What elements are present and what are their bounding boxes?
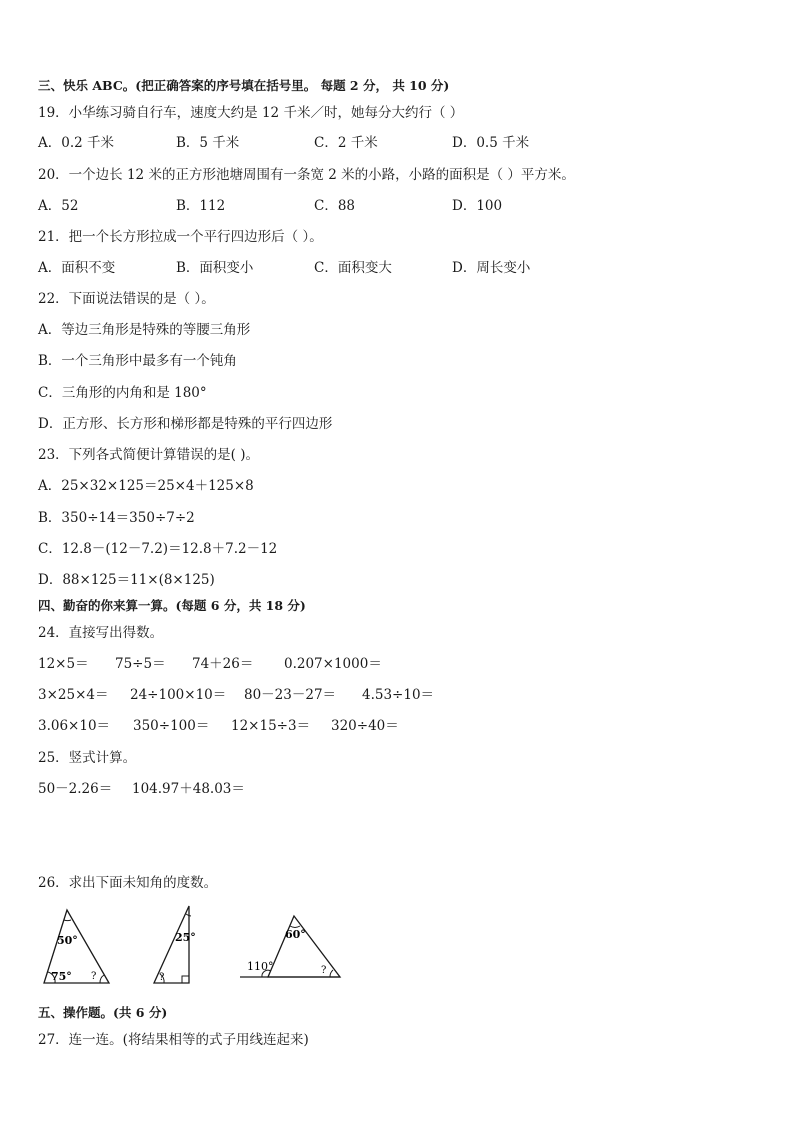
option-c: C．面积变大 (314, 260, 392, 276)
calc-item: 80－23－27＝ (244, 687, 337, 703)
calc-item: 12×15÷3＝ (231, 718, 311, 734)
question-26-stem: 26．求出下面未知角的度数。 (38, 875, 218, 891)
option-d: D．100 (452, 198, 503, 214)
question-22-option-b: B．一个三角形中最多有一个钝角 (38, 353, 237, 369)
angle-label: 60° (285, 928, 306, 941)
calc-item: 3×25×4＝ (38, 687, 109, 703)
option-a: A．0.2 千米 (38, 135, 115, 151)
calc-item: 12×5＝ (38, 656, 89, 672)
angle-label: ? (91, 971, 97, 982)
calc-item: 3.06×10＝ (38, 718, 111, 734)
calc-item: 104.97＋48.03＝ (132, 781, 245, 797)
calc-item: 75÷5＝ (115, 656, 166, 672)
option-d: D．0.5 千米 (452, 135, 530, 151)
question-20-stem: 20．一个边长 12 米的正方形池塘周围有一条宽 2 米的小路，小路的面积是（ ）平方米。 (38, 167, 575, 183)
option-b: B．面积变小 (176, 260, 254, 276)
question-21-stem: 21．把一个长方形拉成一个平行四边形后（ ）。 (38, 229, 323, 245)
option-c: C．88 (314, 198, 356, 214)
question-22-option-a: A．等边三角形是特殊的等腰三角形 (38, 322, 251, 338)
calc-item: 50－2.26＝ (38, 781, 113, 797)
calc-item: 4.53÷10＝ (362, 687, 435, 703)
question-23-option-d: D．88×125＝11×(8×125) (38, 572, 215, 588)
calc-item: 74＋26＝ (192, 656, 254, 672)
option-d: D．周长变小 (452, 260, 531, 276)
triangle-3 (268, 916, 340, 977)
option-a: A．面积不变 (38, 260, 116, 276)
angle-label: 25° (175, 931, 196, 944)
question-22-option-d: D．正方形、长方形和梯形都是特殊的平行四边形 (38, 416, 333, 432)
option-a: A．52 (38, 198, 79, 214)
question-27-stem: 27．连一连。(将结果相等的式子用线连起来) (38, 1032, 309, 1048)
question-19-stem: 19．小华练习骑自行车，速度大约是 12 千米／时，她每分大约行（ ） (38, 105, 464, 121)
option-b: B．5 千米 (176, 135, 240, 151)
question-23-option-b: B．350÷14＝350÷7÷2 (38, 510, 195, 526)
calc-item: 0.207×1000＝ (284, 656, 382, 672)
calc-item: 24÷100×10＝ (130, 687, 227, 703)
question-23-option-a: A．25×32×125＝25×4＋125×8 (38, 478, 254, 494)
calc-item: 350÷100＝ (133, 718, 210, 734)
question-22-stem: 22．下面说法错误的是（ ）。 (38, 291, 215, 307)
option-c: C．2 千米 (314, 135, 378, 151)
section-4-title: 四、勤奋的你来算一算。(每题 6 分，共 18 分) (38, 598, 306, 613)
question-23-option-c: C．12.8－(12－7.2)＝12.8＋7.2－12 (38, 541, 278, 557)
question-24-stem: 24．直接写出得数。 (38, 625, 164, 641)
angle-label: 50° (57, 934, 78, 947)
question-23-stem: 23．下列各式简便计算错误的是( )。 (38, 447, 260, 463)
triangles-figure (36, 900, 356, 990)
option-b: B．112 (176, 198, 226, 214)
question-25-stem: 25．竖式计算。 (38, 750, 137, 766)
calc-item: 320÷40＝ (331, 718, 399, 734)
question-22-option-c: C．三角形的内角和是 180° (38, 385, 207, 401)
angle-label: 110° (247, 960, 274, 973)
section-5-title: 五、操作题。(共 6 分) (38, 1005, 168, 1020)
section-3-title: 三、快乐 ABC。(把正确答案的序号填在括号里。 每题 2 分， 共 10 分) (38, 78, 450, 93)
angle-label: ? (321, 965, 327, 976)
angle-label: 75° (51, 970, 72, 983)
angle-label: ? (159, 972, 165, 983)
